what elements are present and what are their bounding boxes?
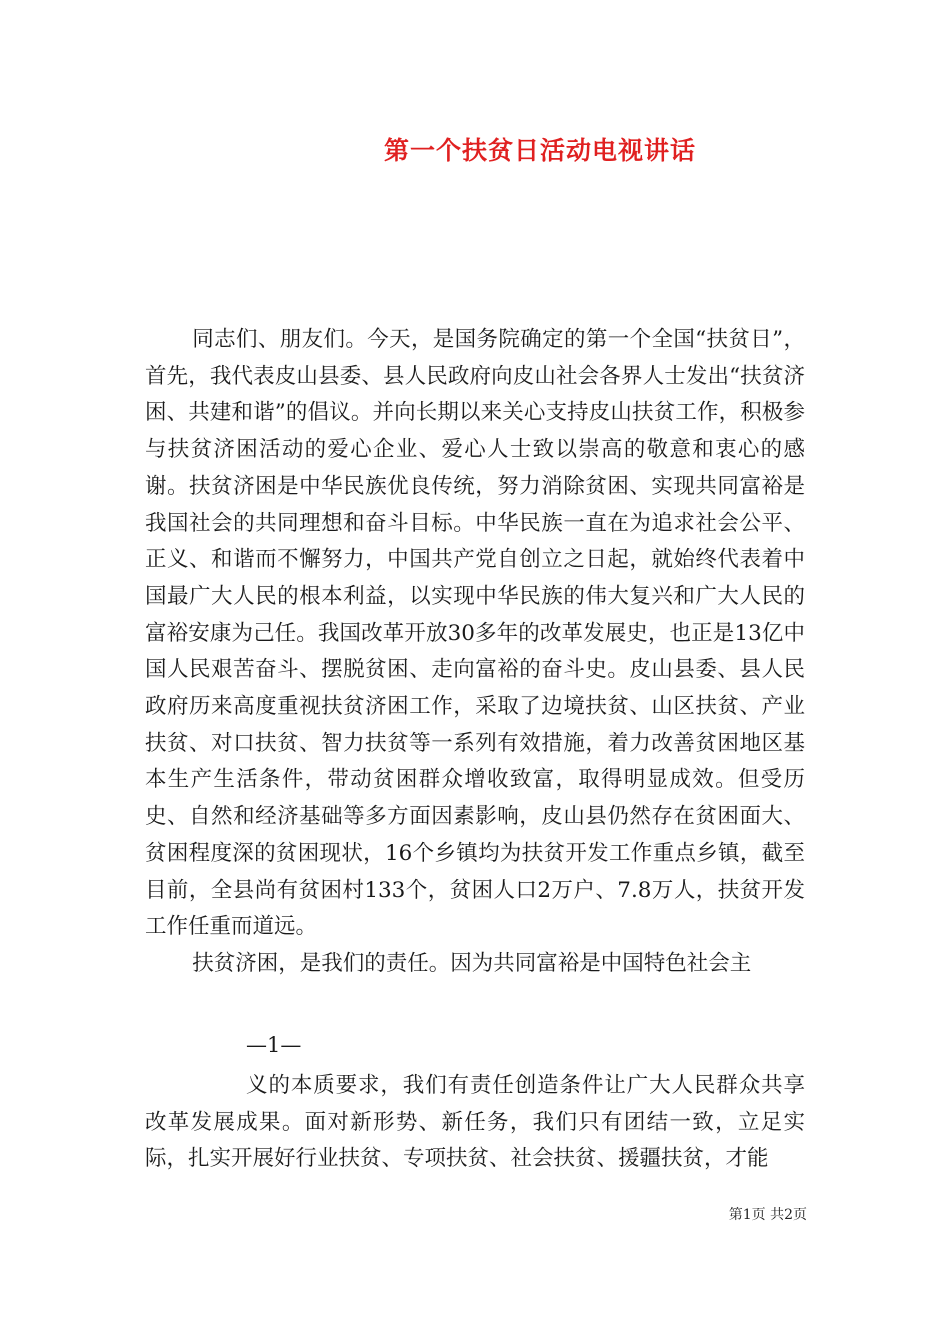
document-title: 第一个扶贫日活动电视讲话	[383, 136, 696, 165]
document-body-continued	[145, 1068, 805, 1178]
paragraph-2: 扶贫济困，是我们的责任。因为共同富裕是中国特色社会主	[192, 950, 752, 976]
paragraph-3: 义的本质要求，我们有责任创造条件让广大人民群众共享改革发展成果。面对新形势、新任务，我们只有团结一致，立足实际，扎实开展好行业扶贫、专项扶贫、社会扶贫、援疆扶贫，才能	[145, 1073, 805, 1172]
page-footer: 第1页 共2页	[728, 1207, 807, 1223]
page-marker: —1—	[246, 1033, 302, 1057]
paragraph-1: 同志们、朋友们。今天，是国务院确定的第一个全国“扶贫日”，首先，我代表皮山县委、县人民政府向皮山社会各界人士发出“扶贫济困、共建和谐”的倡议。并向长期以来关心支持皮山扶贫工作，积极参与扶贫济困活动的爱心企业、爱心人士致以崇高的敬意和衷心的感谢。扶贫济困是中华民族优良传统，努力消除贫困、实现共同富裕是我国社会的共同理想和奋斗目标。中华民族一直在为追求社会公平、正义、和谐而不懈努力，中国共产党自创立之日起，就始终代表着中国最广大人民的根本利益，以实现中华民族的伟大复兴和广大人民的富裕安康为己任。我国改革开放30多年的改革发展史，也正是13亿中国人民艰苦奋斗、摆脱贫困、走向富裕的奋斗史。皮山县委、县人民政府历来高度重视扶贫济困工作，采取了边境扶贫、山区扶贫、产业扶贫、对口扶贫、智力扶贫等一系列有效措施，着力改善贫困地区基本生产生活条件，带动贫困群众增收致富，取得明显成效。但受历史、自然和经济基础等多方面因素影响，皮山县仍然存在贫困面大、贫困程度深的贫困现状，16个乡镇均为扶贫开发工作重点乡镇，截至目前，全县尚有贫困村133个，贫困人口2万户、7.8万人，扶贫开发工作任重而道远。	[145, 327, 805, 940]
document-body	[145, 322, 805, 983]
